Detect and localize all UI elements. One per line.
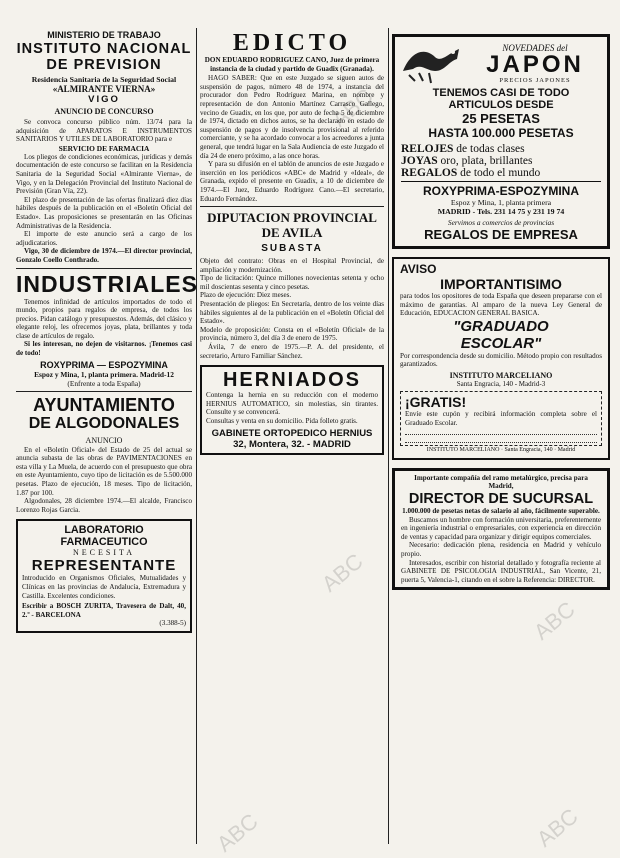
laboratorio-ad — [16, 519, 192, 633]
novedades-footer: Servimos a comercios de provincias — [447, 218, 555, 227]
novedades-text: de todo el mundo — [460, 167, 541, 179]
novedades-address: Espoz y Mina, 1, planta primera — [450, 198, 552, 207]
laboratorio-contact: Escribir a BOSCH ZURITA, Travesera de Dalt, 40, 2.º - BARCELONA — [22, 602, 186, 619]
aviso-escolar: ESCOLAR" — [460, 334, 542, 352]
dragon-illustration-icon — [401, 41, 463, 85]
residence-line: Residencia Sanitaria de la Seguridad Social — [31, 75, 177, 84]
novedades-japon: JAPON — [486, 50, 584, 78]
aviso-paragraph: para todos los opositores de toda España que deseen prepararse con el máximo de garantías. Al amparo de la nueva Ley General de Educación, EDUCACION GENERAL BASICA. — [400, 292, 602, 318]
column-left — [16, 0, 198, 633]
industriales-title: INDUSTRIALES — [16, 270, 198, 297]
subasta-paragraph: Objeto del contrato: Obras en el Hospital Provincial, de ampliación y modernización. — [200, 257, 384, 274]
herniados-title: HERNIADOS — [222, 369, 361, 392]
aviso-coupon[interactable] — [400, 391, 602, 446]
column-center — [200, 0, 384, 455]
column-divider — [196, 28, 197, 844]
aviso-graduado: "GRADUADO — [453, 317, 549, 335]
notice-paragraph: El importe de este anuncio será a cargo de los adjudicatarios. — [16, 230, 192, 247]
ayuntamiento-title-2: DE ALGODONALES — [28, 414, 180, 432]
director-paragraph: Buscamos un hombre con formación universitaria, preferentemente en ingeniería industrial o empresariales, con experiencia en dirección de ventas y capacidad para organizar y dirigir equipos comerciales. — [401, 515, 601, 541]
herniados-paragraph: Contenga la hernia en su reducción con el moderno HERNIUS AUTOMATICO, sin molestias, sin tirantes. Consulte y se convencerá. — [206, 391, 378, 417]
director-title: DIRECTOR DE SUCURSAL — [408, 490, 594, 507]
ayuntamiento-sub: ANUNCIO — [85, 435, 123, 445]
industriales-paragraph: Si les interesan, no dejen de visitarnos. ¡Tenemos casi de todo! — [16, 340, 192, 358]
abc-watermark: ABC — [316, 548, 368, 597]
novedades-line-relojes — [401, 143, 601, 155]
ayuntamiento-paragraph: En el «Boletín Oficial» del Estado de 25 del actual se anuncia subasta de las obras de PAVIMENTACIONES en esta villa y La Muela, de acuerdo con el presupuesto que obra en este Ayuntamiento, cuyo tipo de licitación es de 5.500.000 pesetas. Plazo de ejecución, 18 meses. Tipo de licitación, 1.87 por 100. — [16, 445, 192, 497]
divider — [16, 268, 192, 269]
laboratorio-ref: (3.388-5) — [159, 619, 186, 628]
novedades-keyword: REGALOS — [401, 167, 458, 179]
novedades-line-regalos — [401, 167, 601, 179]
director-paragraph: Interesados, escribir con historial detallado y fotografía reciente al GABINETE DE PSICOLOGIA INDUSTRIAL, San Vicente, 21, puerta 5, Valencia-1, citando en el sobre la Referencia: DIRECTOR. — [401, 558, 601, 584]
residence-name: «ALMIRANTE VIERNA» — [52, 84, 156, 94]
edicto-paragraph: Y para su difusión en el tablón de anuncios de este Juzgado e inserción en los periódicos «ABC» de Madrid y «Ideal», de Granada, expido el presente en Guadix, a 10 de diciembre de 1974.—El Juez, Eduardo Rodríguez Cano.—El secretario, Eduardo Fernández. — [200, 160, 384, 203]
laboratorio-role: REPRESENTANTE — [31, 557, 177, 575]
edicto-title: EDICTO — [232, 30, 352, 56]
aviso-address: Santa Engracia, 140 - Madrid-3 — [456, 379, 546, 388]
divider — [16, 391, 192, 392]
coupon-field-line[interactable] — [405, 435, 597, 443]
aviso-ad — [392, 257, 610, 460]
laboratorio-paragraph: Introducido en Organismos Oficiales, Mutualidades y Clínicas en las provincias de Andalucía, Extremadura y Castilla. Excelentes condiciones. — [22, 574, 186, 600]
subasta-paragraph: Presentación de pliegos: En Secretaría, dentro de los veinte días hábiles siguientes al de la publicación en el «Boletín Oficial del Estado». — [200, 300, 384, 326]
aviso-title: AVISO — [400, 262, 437, 276]
novedades-line-joyas — [401, 155, 601, 167]
ayuntamiento-signature: Algodonales, 28 diciembre 1974.—El alcalde, Francisco Lorenzo Rojas Garcia. — [16, 497, 192, 514]
ministry-ad — [16, 30, 192, 265]
notice-title: ANUNCIO DE CONCURSO — [54, 107, 154, 116]
diputacion-title: DIPUTACION PROVINCIAL — [207, 210, 377, 226]
novedades-text: oro, plata, brillantes — [440, 155, 533, 167]
novedades-headline: ARTICULOS DESDE — [448, 99, 554, 111]
novedades-keyword: JOYAS — [401, 155, 438, 167]
column-right — [392, 0, 610, 590]
novedades-line: NOVEDADES del — [502, 42, 568, 53]
institute-title: INSTITUTO NACIONAL — [16, 41, 192, 57]
edicto-paragraph: HAGO SABER: Que en este Juzgado se siguen autos de suspensión de pagos, número 48 de 1974, a instancia del procurador don Pedro Rodríguez Marina, en nombre y representación de don Antonio Martínez Carrasco Gallego, vecino de Guadix, en los que, por auto de fecha 5 de diciembre de 1974, dictado en dichos autos, se ha declarado en estado de suspensión de pagos y de insolvencia provisional al referido comerciante, y se ha acordado convocar a los acreedores a junta general, que tendrá lugar en la Sala Audiencia de este Juzgado el día 24 de enero próximo, a las once horas. — [200, 74, 384, 160]
aviso-importantisimo: IMPORTANTISIMO — [440, 276, 562, 292]
abc-watermark: ABC — [531, 803, 583, 852]
novedades-price-from: 25 PESETAS — [462, 111, 540, 126]
aviso-paragraph: Por correspondencia desde su domicilio. Método propio con resultados garantizados. — [400, 351, 602, 369]
novedades-sub: PRECIOS JAPONES — [499, 76, 571, 84]
herniados-address: 32, Montera, 32. - MADRID — [233, 438, 351, 450]
industriales-note: (Enfrente a toda España) — [67, 378, 141, 388]
diputacion-title-2: DE AVILA — [261, 225, 323, 241]
coupon-field-line[interactable] — [405, 427, 597, 435]
industriales-ad — [16, 270, 198, 388]
column-divider — [388, 28, 389, 844]
ayuntamiento-ad — [16, 395, 192, 515]
ministry-line: MINISTERIO DE TRABAJO — [47, 30, 161, 40]
industriales-address: Espoz y Mina, 1, planta primera. Madrid-12 — [34, 369, 174, 379]
director-intro: Importante compañía del ramo metalúrgico, precisa para Madrid, — [414, 473, 588, 491]
notice-paragraph: Los pliegos de condiciones económicas, jurídicas y demás documentación de este concurso se facilitan en la Residencia Sanitaria de la Seguridad Social «Almirante Vierna», de Vigo, y en la Delegación Provincial del Instituto Nacional de Previsión (Gran Vía, 22). — [16, 152, 192, 196]
subasta-paragraph: Modelo de proposición: Consta en el «Boletín Oficial» de la provincia, número 3, del día 3 de enero de 1975. — [200, 325, 384, 343]
laboratorio-needs: NECESITA — [72, 548, 136, 558]
director-salary: 1.000.000 de pesetas netas de salario al año, fácilmente superable. — [402, 506, 600, 515]
novedades-price-to: HASTA 100.000 PESETAS — [428, 126, 574, 140]
laboratorio-title: LABORATORIO FARMACEUTICO — [60, 524, 148, 549]
divider — [200, 206, 384, 207]
abc-watermark: ABC — [211, 808, 263, 857]
novedades-footer-title: REGALOS DE EMPRESA — [424, 227, 578, 242]
ayuntamiento-title: AYUNTAMIENTO — [33, 394, 175, 415]
industriales-paragraph: Tenemos infinidad de artículos importados de todo el mundo, propios para regalos de empresa, de todos los precios. Pidan catálogo y presupuestos. Además, del clásico y elegante reloj, les ofrecemos joyas, plata, brillantes y toda clase de artículos de regalo. — [16, 297, 192, 340]
notice-paragraph: Se convoca concurso público núm. 13/74 para la adquisición de APARATOS E INSTRUMENTOS SANITARIOS Y UTILES DE LABORATORIO para e — [16, 118, 192, 144]
novedades-ad — [392, 34, 610, 249]
aviso-footer: INSTITUTO MARCELIANO · Santa Engracia, 140 · Madrid — [426, 447, 576, 454]
director-ad — [392, 468, 610, 591]
diputacion-ad — [200, 210, 384, 360]
novedades-keyword: RELOJES — [401, 143, 454, 155]
herniados-ad — [200, 365, 384, 454]
herniados-paragraph: Consultas y venta en su domicilio. Pida folleto gratis. — [206, 417, 358, 425]
herniados-firm: GABINETE ORTOPEDICO HERNIUS — [211, 427, 373, 439]
novedades-text: de todas clases — [456, 143, 525, 155]
notice-paragraph: El plazo de presentación de las ofertas finalizará diez días hábiles después de la publicación en el «Boletín Oficial del Estado». Las proposiciones se presentarán en las Oficinas Administrativas de la Residencia. — [16, 195, 192, 230]
abc-watermark: ABC — [326, 83, 378, 132]
subasta-paragraph: Plazo de ejecución: Diez meses. — [200, 291, 292, 300]
institute-title-2: DE PREVISION — [46, 57, 162, 73]
subasta-paragraph: Tipo de licitación: Quince millones novecientas setenta y ocho mil doscientas sesenta y cinco pesetas. — [200, 274, 384, 291]
aviso-institute: INSTITUTO MARCELIANO — [449, 370, 553, 380]
subasta-title: SUBASTA — [261, 243, 323, 255]
novedades-headline: TENEMOS CASI DE TODO — [432, 87, 570, 99]
edicto-judge: DON EDUARDO RODRIGUEZ CANO, Juez de primera instancia de la ciudad y partido de Guadix (Granada). — [204, 56, 380, 73]
novedades-firm: ROXYPRIMA-ESPOZYMINA — [401, 181, 601, 198]
aviso-coupon-text: Envíe este cupón y recibirá información completa sobre el Graduado Escolar. — [405, 409, 597, 427]
notice-signature: Vigo, 30 de diciembre de 1974.—El director provincial, Gonzalo Coello Conthrado. — [16, 247, 192, 264]
industriales-firm: ROXYPRIMA — ESPOZYMINA — [40, 359, 168, 370]
subasta-signature: Ávila, 7 de enero de 1975.—P. A. del presidente, el secretario, Arturo Familiar Sánchez. — [200, 343, 384, 360]
notice-service: SERVICIO DE FARMACIA — [58, 143, 150, 153]
novedades-phone: MADRID - Tels. 231 14 75 y 231 19 74 — [437, 207, 565, 216]
aviso-gratis: ¡GRATIS! — [405, 393, 467, 410]
abc-watermark: ABC — [528, 596, 580, 645]
director-paragraph: Necesario: dedicación plena, residencia en Madrid y vehículo propio. — [401, 541, 601, 558]
city: VIGO — [88, 94, 120, 105]
